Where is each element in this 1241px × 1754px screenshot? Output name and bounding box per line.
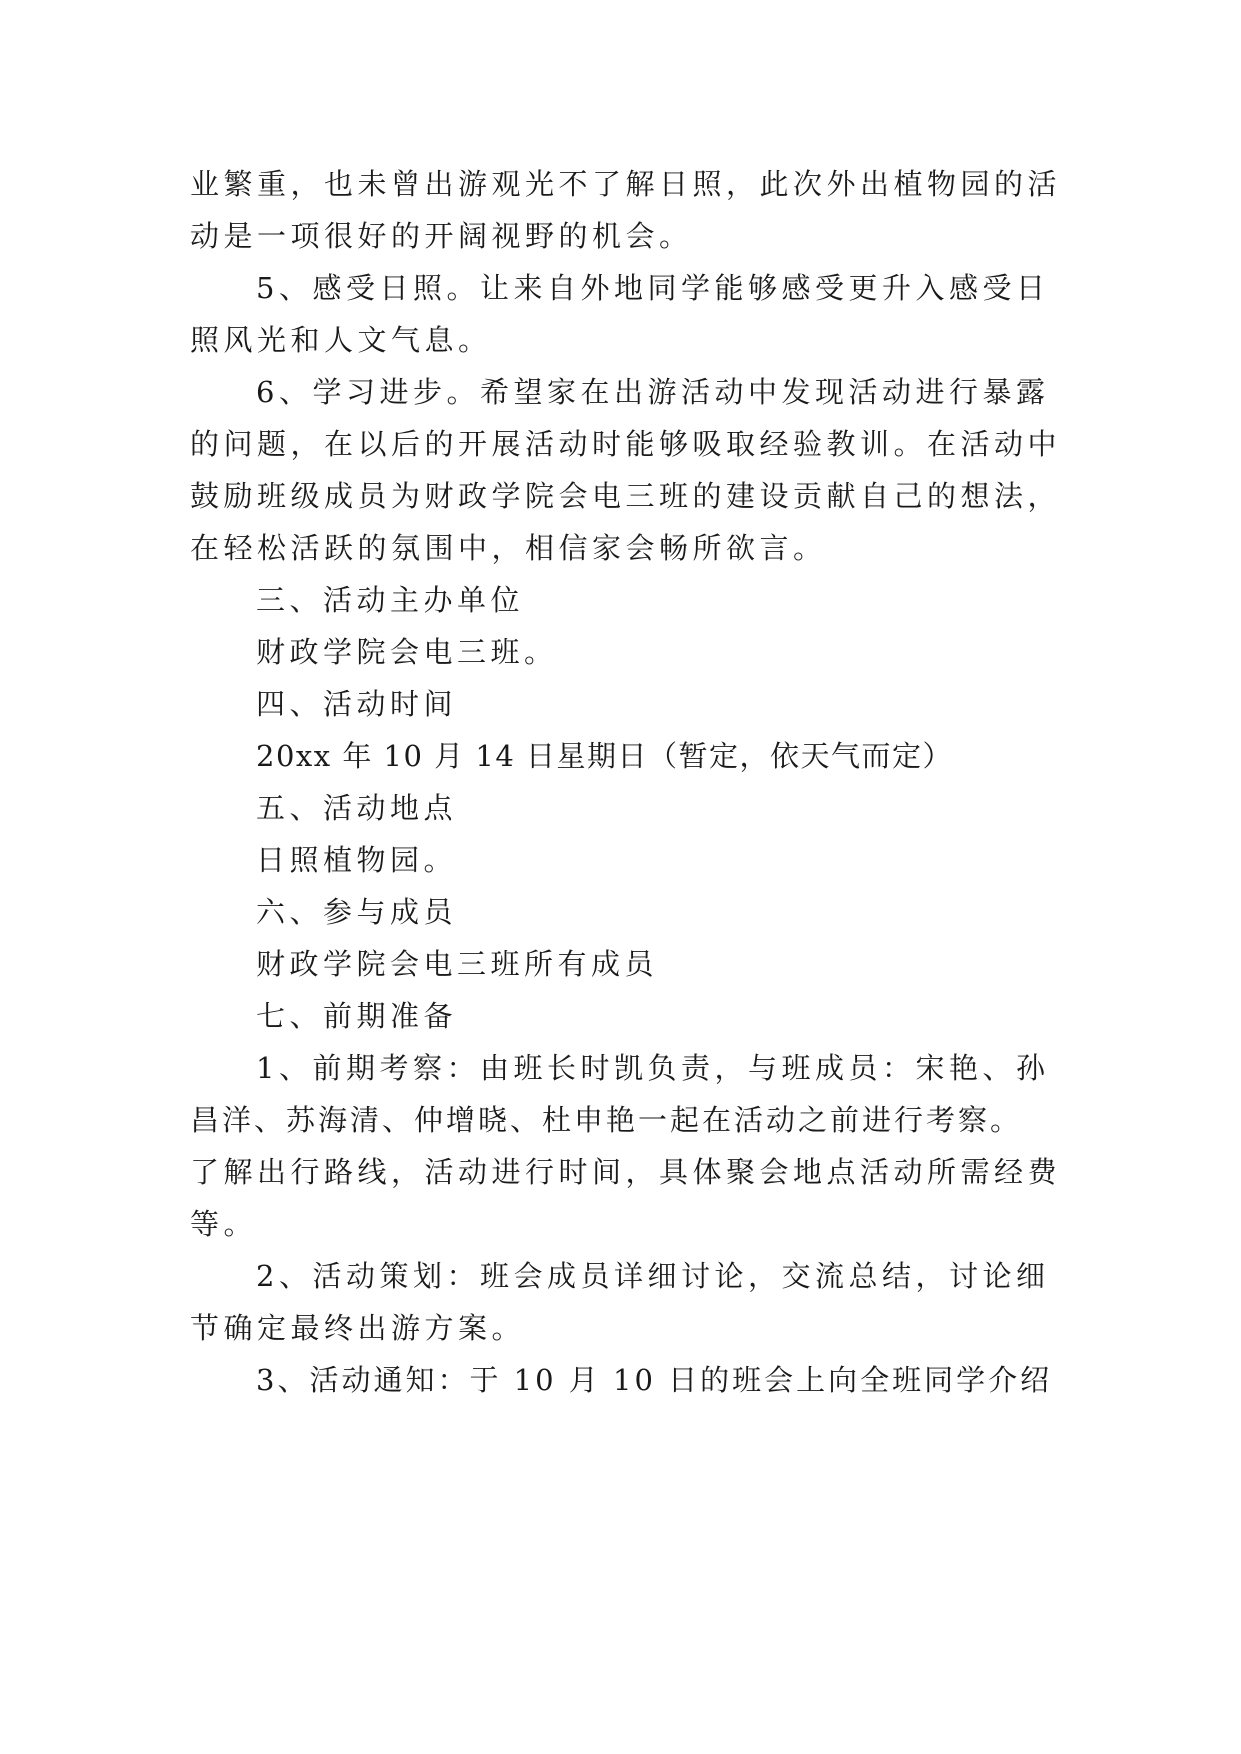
paragraph-line: 等。 (190, 1207, 258, 1241)
paragraph-line: 日照植物园。 (256, 843, 458, 877)
paragraph-line: 1、前期考察：由班长时凯负责，与班成员：宋艳、孙 (256, 1051, 1050, 1085)
paragraph-line: 了解出行路线，活动进行时间，具体聚会地点活动所需经费 (190, 1155, 1062, 1189)
paragraph-line: 6、学习进步。希望家在出游活动中发现活动进行暴露 (256, 375, 1050, 409)
document-body (190, 155, 1062, 1409)
paragraph-line: 20xx 年 10 月 14 日星期日（暂定，依天气而定） (256, 739, 954, 773)
section-heading: 五、活动地点 (256, 791, 458, 825)
section-heading: 四、活动时间 (256, 687, 458, 721)
section-heading: 三、活动主办单位 (256, 583, 525, 617)
paragraph-line: 5、感受日照。让来自外地同学能够感受更升入感受日 (256, 271, 1050, 305)
paragraph-line: 财政学院会电三班。 (256, 635, 558, 669)
paragraph-line: 节确定最终出游方案。 (190, 1311, 526, 1345)
paragraph-line: 在轻松活跃的氛围中，相信家会畅所欲言。 (190, 531, 827, 565)
section-heading: 七、前期准备 (256, 999, 458, 1033)
paragraph-line: 业繁重，也未曾出游观光不了解日照，此次外出植物园的活 (190, 167, 1062, 201)
paragraph-line: 昌洋、苏海清、仲增晓、杜申艳一起在活动之前进行考察。 (190, 1103, 1023, 1137)
paragraph-line: 的问题，在以后的开展活动时能够吸取经验教训。在活动中 (190, 427, 1062, 461)
paragraph-line: 照风光和人文气息。 (190, 323, 492, 357)
paragraph-line: 2、活动策划：班会成员详细讨论，交流总结，讨论细 (256, 1259, 1050, 1293)
paragraph-line: 3、活动通知：于 10 月 10 日的班会上向全班同学介绍 (256, 1363, 1053, 1397)
section-heading: 六、参与成员 (256, 895, 458, 929)
paragraph-line: 动是一项很好的开阔视野的机会。 (190, 219, 693, 253)
paragraph-line: 财政学院会电三班所有成员 (256, 947, 659, 981)
paragraph-line: 鼓励班级成员为财政学院会电三班的建设贡献自己的想法， (190, 479, 1062, 513)
